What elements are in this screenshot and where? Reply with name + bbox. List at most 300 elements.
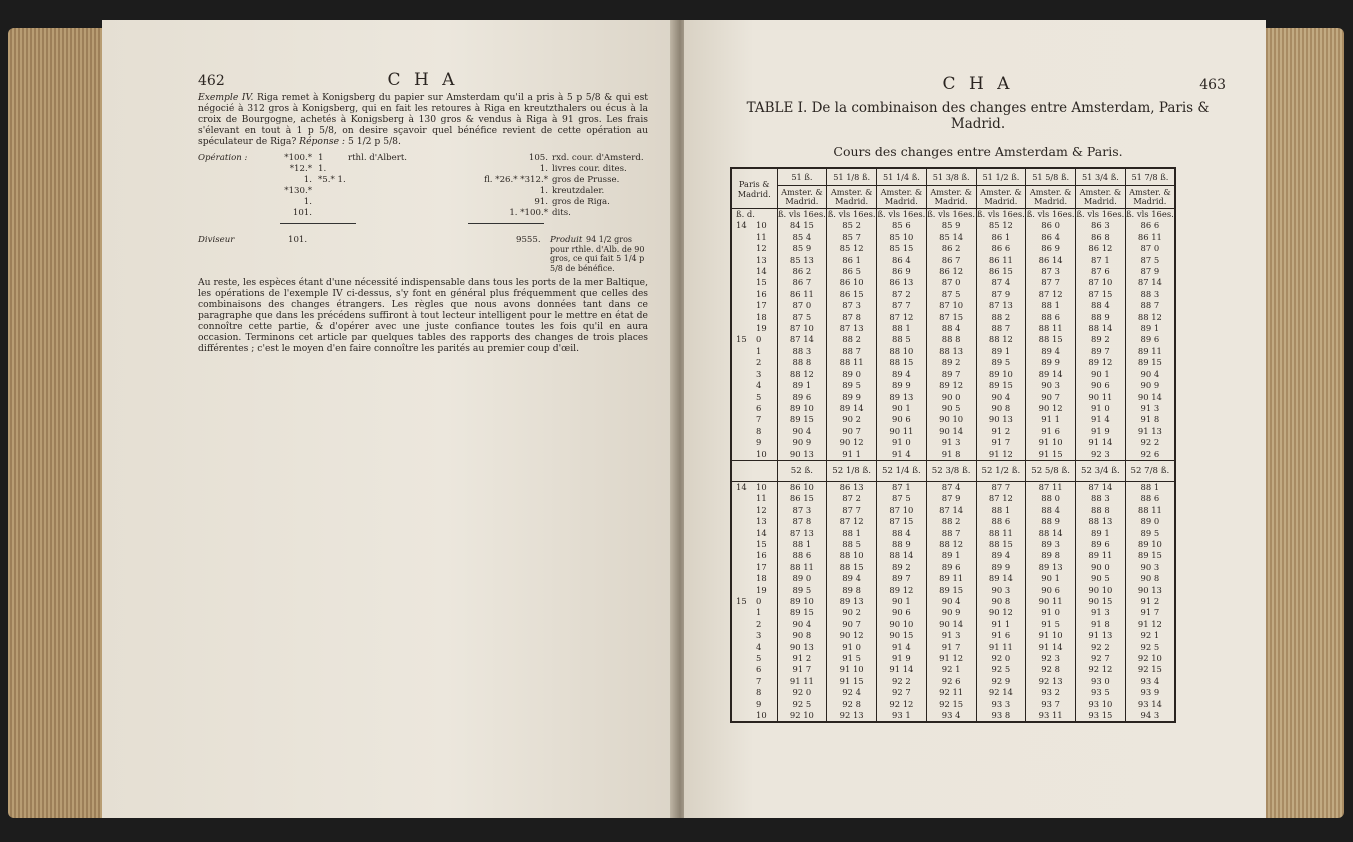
table-cell: 90 14 bbox=[926, 619, 976, 630]
table-cell: 90 3 bbox=[976, 585, 1026, 596]
table-row bbox=[731, 414, 1175, 425]
table-cell: 90 4 bbox=[976, 392, 1026, 403]
table-cell: 90 6 bbox=[877, 414, 927, 425]
table-cell: 88 7 bbox=[926, 528, 976, 539]
table-cell: 91 2 bbox=[976, 426, 1026, 437]
table-cell: 91 3 bbox=[1125, 403, 1175, 414]
table-cell: 86 4 bbox=[1026, 232, 1076, 243]
table-cell: 92 5 bbox=[976, 664, 1026, 675]
paris-madrid-rate bbox=[731, 481, 777, 493]
table-cell: 89 2 bbox=[1076, 334, 1126, 345]
table-row bbox=[731, 380, 1175, 391]
section2-header-row bbox=[731, 460, 1175, 481]
table-cell: 91 11 bbox=[976, 642, 1026, 653]
table-cell: 87 7 bbox=[1026, 277, 1076, 288]
table-cell: 89 11 bbox=[1125, 346, 1175, 357]
table-cell: 91 5 bbox=[1026, 619, 1076, 630]
table-cell: 87 7 bbox=[877, 300, 927, 311]
table-cell: 87 15 bbox=[926, 312, 976, 323]
table-cell: 90 9 bbox=[1125, 380, 1175, 391]
table-cell: 88 14 bbox=[877, 550, 927, 561]
table-cell: 92 6 bbox=[926, 676, 976, 687]
table-cell: 88 13 bbox=[926, 346, 976, 357]
ducat-deniers: 13 bbox=[756, 516, 767, 527]
rule-left bbox=[280, 223, 356, 224]
table-cell: 87 9 bbox=[1125, 266, 1175, 277]
ducat-deniers: 1 bbox=[756, 607, 762, 618]
col-sub-header: Amster. & Madrid. bbox=[1076, 186, 1126, 209]
ducat-deniers: 4 bbox=[756, 380, 762, 391]
table-cell: 93 15 bbox=[1076, 710, 1126, 722]
table-cell: 88 8 bbox=[926, 334, 976, 345]
ducat-deniers: 11 bbox=[756, 493, 767, 504]
table-cell: 85 4 bbox=[777, 232, 827, 243]
table-cell: 88 11 bbox=[777, 562, 827, 573]
ducat-deniers: 2 bbox=[756, 618, 762, 629]
table-row bbox=[731, 710, 1175, 722]
ducat-deniers: 19 bbox=[756, 323, 767, 334]
table-cell: 89 10 bbox=[976, 369, 1026, 380]
table-cell: 89 5 bbox=[777, 585, 827, 596]
table-row bbox=[731, 699, 1175, 710]
ducat-deniers: 15 bbox=[756, 538, 767, 549]
table-cell: 87 0 bbox=[926, 277, 976, 288]
table-cell: 89 12 bbox=[926, 380, 976, 391]
paris-madrid-rate bbox=[731, 710, 777, 722]
table-cell: 89 15 bbox=[1125, 357, 1175, 368]
table-cell: 91 15 bbox=[1026, 449, 1076, 461]
table-cell: 88 8 bbox=[777, 357, 827, 368]
table-cell: 89 4 bbox=[1026, 346, 1076, 357]
answer-label: Réponse : bbox=[299, 136, 346, 147]
table-cell: 86 9 bbox=[877, 266, 927, 277]
page-edges-right bbox=[1262, 28, 1344, 818]
table-cell: 86 8 bbox=[1076, 232, 1126, 243]
rate-header: 52 ß. bbox=[777, 460, 827, 481]
table-cell: 87 1 bbox=[877, 481, 927, 493]
table-cell: 90 11 bbox=[1026, 596, 1076, 607]
table-cell: 85 9 bbox=[777, 243, 827, 254]
table-cell: 89 8 bbox=[827, 585, 877, 596]
table-cell: 90 12 bbox=[827, 437, 877, 448]
ducat-deniers: 5 bbox=[756, 391, 762, 402]
table-cell: 89 7 bbox=[1076, 346, 1126, 357]
example-text: Riga remet à Konigsberg du papier sur Amsterdam qu'il a pris à 5 p 5/8 & qui est négocié à 312 gros à Konigsberg, qui en fait les retoures à Riga en kreutzthalers ou écus à la croix de Bourgogne, achetés à Konigsberg à 130 gros & vendus à Riga à 91 gros. Les frais s'élevant en tout à 1 p 5/8, on desire sçavoir quel bénéfice revient de cette opération au spéculateur de Riga? bbox=[198, 92, 649, 147]
paris-madrid-rate bbox=[731, 687, 777, 698]
table-cell: 86 5 bbox=[827, 266, 877, 277]
table-cell: 90 0 bbox=[1076, 562, 1126, 573]
table-cell: 86 2 bbox=[926, 243, 976, 254]
table-cell: 87 2 bbox=[827, 493, 877, 504]
table-cell: 92 12 bbox=[1076, 664, 1126, 675]
rate-header: 51 3/8 ß. bbox=[926, 168, 976, 186]
table-cell: 90 11 bbox=[877, 426, 927, 437]
divisor-row bbox=[198, 235, 648, 275]
paris-madrid-rate bbox=[731, 334, 777, 345]
table-row bbox=[731, 607, 1175, 618]
table-cell: 92 2 bbox=[1076, 642, 1126, 653]
right-page-number: 463 bbox=[1199, 77, 1226, 93]
table-cell: 88 7 bbox=[1125, 300, 1175, 311]
table-cell: 88 14 bbox=[1076, 323, 1126, 334]
paris-madrid-rate bbox=[731, 528, 777, 539]
table-cell: 89 8 bbox=[1026, 550, 1076, 561]
paris-madrid-rate bbox=[731, 346, 777, 357]
col-sub-header: Amster. & Madrid. bbox=[777, 186, 827, 209]
col-sub-header: Amster. & Madrid. bbox=[827, 186, 877, 209]
table-cell: 92 12 bbox=[877, 699, 927, 710]
table-cell: 87 10 bbox=[777, 323, 827, 334]
table-cell: 92 2 bbox=[877, 676, 927, 687]
table-cell: 93 2 bbox=[1026, 687, 1076, 698]
table-cell: 87 0 bbox=[777, 300, 827, 311]
table-cell: 90 12 bbox=[827, 630, 877, 641]
paris-madrid-rate bbox=[731, 289, 777, 300]
table-cell: 92 2 bbox=[1125, 437, 1175, 448]
table-cell: 85 6 bbox=[877, 220, 927, 231]
table-cell: 87 8 bbox=[827, 312, 877, 323]
table-row bbox=[731, 630, 1175, 641]
table-row bbox=[731, 516, 1175, 527]
table-cell: 86 6 bbox=[1125, 220, 1175, 231]
paris-madrid-rate bbox=[731, 653, 777, 664]
table-cell: 92 5 bbox=[1125, 642, 1175, 653]
table-cell: 89 0 bbox=[777, 573, 827, 584]
table-cell: 87 15 bbox=[1076, 289, 1126, 300]
table-cell: 91 1 bbox=[827, 449, 877, 461]
ducat-deniers: 6 bbox=[756, 402, 762, 413]
ducat-deniers: 8 bbox=[756, 687, 762, 698]
rate-header: 51 1/8 ß. bbox=[827, 168, 877, 186]
table-cell: 90 2 bbox=[827, 607, 877, 618]
table-cell: 90 13 bbox=[777, 449, 827, 461]
table-cell: 91 3 bbox=[1076, 607, 1126, 618]
paris-madrid-rate bbox=[731, 437, 777, 448]
table-cell: 88 7 bbox=[976, 323, 1026, 334]
table-row bbox=[731, 596, 1175, 607]
table-cell: 88 8 bbox=[1076, 505, 1126, 516]
ducat-deniers: 5 bbox=[756, 653, 762, 664]
table-cell: 91 12 bbox=[1125, 619, 1175, 630]
right-page bbox=[684, 20, 1266, 818]
table-cell: 90 6 bbox=[1026, 585, 1076, 596]
operation-block bbox=[198, 153, 648, 235]
paris-madrid-rate bbox=[731, 232, 777, 243]
table-cell: 90 8 bbox=[777, 630, 827, 641]
table-cell: 88 6 bbox=[1125, 493, 1175, 504]
table-cell: 92 3 bbox=[1076, 449, 1126, 461]
table-cell: 86 10 bbox=[827, 277, 877, 288]
table-cell: 86 11 bbox=[976, 255, 1026, 266]
table-cell: 91 2 bbox=[777, 653, 827, 664]
table-cell: 93 9 bbox=[1125, 687, 1175, 698]
table-cell: 90 7 bbox=[827, 619, 877, 630]
table-cell: 86 12 bbox=[926, 266, 976, 277]
operation-label: Opération : bbox=[198, 153, 248, 163]
table-cell: 90 13 bbox=[976, 414, 1026, 425]
table-cell: 86 11 bbox=[777, 289, 827, 300]
table-cell: 91 4 bbox=[877, 642, 927, 653]
header-row-rates bbox=[731, 168, 1175, 186]
table-cell: 86 15 bbox=[827, 289, 877, 300]
table-cell: 91 6 bbox=[1026, 426, 1076, 437]
table-cell: 91 13 bbox=[1125, 426, 1175, 437]
paris-madrid-rate bbox=[731, 357, 777, 368]
unit-cell: ß. vls 16es. bbox=[976, 209, 1025, 219]
operation-col-1: *100.* *12.* 1. *130.* 1. 101. bbox=[284, 153, 312, 218]
table-cell: 92 0 bbox=[976, 653, 1026, 664]
table-row bbox=[731, 642, 1175, 653]
ducat-deniers: 1 bbox=[756, 345, 762, 356]
table-row bbox=[731, 300, 1175, 311]
paris-madrid-rate bbox=[731, 573, 777, 584]
table-cell: 93 5 bbox=[1076, 687, 1126, 698]
table-cell: 88 2 bbox=[976, 312, 1026, 323]
table-cell: 91 5 bbox=[827, 653, 877, 664]
table-cell: 89 14 bbox=[827, 403, 877, 414]
table-cell: 90 5 bbox=[1076, 573, 1126, 584]
table-cell: 89 5 bbox=[976, 357, 1026, 368]
table-cell: 87 10 bbox=[926, 300, 976, 311]
table-cell: 88 11 bbox=[976, 528, 1026, 539]
table-cell: 93 0 bbox=[1076, 676, 1126, 687]
paris-madrid-rate bbox=[731, 630, 777, 641]
table-cell: 89 4 bbox=[877, 369, 927, 380]
table-cell: 92 14 bbox=[976, 687, 1026, 698]
unit-corner: ß. d. bbox=[736, 209, 755, 219]
table-cell: 91 10 bbox=[1026, 630, 1076, 641]
table-cell: 92 5 bbox=[777, 699, 827, 710]
table-cell: 93 11 bbox=[1026, 710, 1076, 722]
table-row bbox=[731, 266, 1175, 277]
table-cell: 90 4 bbox=[1125, 369, 1175, 380]
table-cell: 93 7 bbox=[1026, 699, 1076, 710]
paris-madrid-rate bbox=[731, 607, 777, 618]
table-row bbox=[731, 653, 1175, 664]
table-cell: 91 12 bbox=[976, 449, 1026, 461]
table-cell: 92 7 bbox=[1076, 653, 1126, 664]
table-cell: 87 13 bbox=[827, 323, 877, 334]
ducat-sous: 14 bbox=[736, 481, 747, 492]
product-value: 94 1/2 gros pour rthle. d'Alb. de 90 gros, ce qui fait 5 1/4 p 5/8 de bénéfice. bbox=[550, 235, 645, 273]
table-cell: 86 0 bbox=[1026, 220, 1076, 231]
col-sub-header: Amster. & Madrid. bbox=[926, 186, 976, 209]
table-cell: 88 12 bbox=[777, 369, 827, 380]
table-cell: 89 12 bbox=[877, 585, 927, 596]
table-row bbox=[731, 437, 1175, 448]
table-cell: 88 14 bbox=[1026, 528, 1076, 539]
table-cell: 88 10 bbox=[827, 550, 877, 561]
table-cell: 87 5 bbox=[877, 493, 927, 504]
table-cell: 87 14 bbox=[777, 334, 827, 345]
table-cell: 90 3 bbox=[1125, 562, 1175, 573]
table-row bbox=[731, 449, 1175, 461]
table-cell: 90 10 bbox=[926, 414, 976, 425]
closing-paragraph: Au reste, les espèces étant d'une nécessité indispensable dans tous les ports de la mer Baltique, les opérations de l'exemple IV ci-dessus, s'y font en général plus fréquemment que celles des combinaisons des changes étrangers. Les règles que nous avons données tant dans ce paragraphe que dans les précédens suffiront à tout lecteur intelligent pour le mettre en état de connoître cette partie, & d'opérer avec une juste confiance toutes les fois qu'il en aura occasion. Terminons cet article par quelques tables des rapports des changes de trois places différentes ; c'est le moyen d'en faire connoître les parités au premier coup d'œil. bbox=[198, 277, 648, 354]
table-cell: 87 8 bbox=[777, 516, 827, 527]
ducat-deniers: 9 bbox=[756, 437, 762, 448]
table-cell: 91 13 bbox=[1076, 630, 1126, 641]
table-cell: 92 11 bbox=[926, 687, 976, 698]
table-cell: 88 9 bbox=[1076, 312, 1126, 323]
rate-header: 51 7/8 ß. bbox=[1125, 168, 1175, 186]
table-cell: 86 4 bbox=[877, 255, 927, 266]
table-cell: 91 0 bbox=[877, 437, 927, 448]
table-cell: 88 11 bbox=[1026, 323, 1076, 334]
operation-col-4: 105. 1. fl. *26.* *312.* 1. 91. 1. *100.* bbox=[484, 153, 548, 218]
table-cell: 86 6 bbox=[976, 243, 1026, 254]
table-cell: 89 15 bbox=[777, 607, 827, 618]
paris-madrid-rate bbox=[731, 392, 777, 403]
rate-header: 52 1/4 ß. bbox=[877, 460, 927, 481]
table-cell: 90 8 bbox=[1125, 573, 1175, 584]
paris-madrid-rate bbox=[731, 426, 777, 437]
ducat-deniers: 6 bbox=[756, 664, 762, 675]
table-row bbox=[731, 426, 1175, 437]
table-cell: 92 10 bbox=[1125, 653, 1175, 664]
table-cell: 86 1 bbox=[976, 232, 1026, 243]
table-cell: 92 8 bbox=[827, 699, 877, 710]
table-cell: 89 15 bbox=[777, 414, 827, 425]
table-cell: 92 0 bbox=[777, 687, 827, 698]
table-cell: 86 14 bbox=[1026, 255, 1076, 266]
table-cell: 85 7 bbox=[827, 232, 877, 243]
table-cell: 87 13 bbox=[777, 528, 827, 539]
table-cell: 88 10 bbox=[877, 346, 927, 357]
ducat-deniers: 16 bbox=[756, 288, 767, 299]
ducat-deniers: 13 bbox=[756, 254, 767, 265]
table-cell: 89 4 bbox=[827, 573, 877, 584]
table-cell: 88 6 bbox=[1026, 312, 1076, 323]
ducat-deniers: 0 bbox=[756, 334, 762, 345]
table-cell: 92 6 bbox=[1125, 449, 1175, 461]
ducat-deniers: 15 bbox=[756, 277, 767, 288]
table-cell: 91 14 bbox=[1076, 437, 1126, 448]
table-cell: 90 0 bbox=[926, 392, 976, 403]
table-cell: 87 3 bbox=[1026, 266, 1076, 277]
table-cell: 87 2 bbox=[877, 289, 927, 300]
rate-header: 52 1/2 ß. bbox=[976, 460, 1026, 481]
table-cell: 92 4 bbox=[827, 687, 877, 698]
table-cell: 87 12 bbox=[877, 312, 927, 323]
ducat-deniers: 4 bbox=[756, 641, 762, 652]
table-cell: 89 12 bbox=[1076, 357, 1126, 368]
table-cell: 90 12 bbox=[976, 607, 1026, 618]
ducat-deniers: 9 bbox=[756, 698, 762, 709]
table-cell: 87 10 bbox=[1076, 277, 1126, 288]
table-cell: 93 1 bbox=[877, 710, 927, 722]
table-row bbox=[731, 392, 1175, 403]
table-cell: 87 3 bbox=[777, 505, 827, 516]
table-title: TABLE I. De la combinaison des changes entre Amsterdam, Paris & Madrid. bbox=[746, 100, 1210, 132]
table-cell: 90 8 bbox=[976, 403, 1026, 414]
table-cell: 89 7 bbox=[926, 369, 976, 380]
ducat-deniers: 14 bbox=[756, 527, 767, 538]
table-cell: 93 3 bbox=[976, 699, 1026, 710]
ducat-deniers: 10 bbox=[756, 481, 767, 492]
answer-value: 5 1/2 p 5/8. bbox=[347, 136, 401, 147]
rate-header: 52 5/8 ß. bbox=[1026, 460, 1076, 481]
table-cell: 88 11 bbox=[827, 357, 877, 368]
table-cell: 90 10 bbox=[1076, 585, 1126, 596]
paris-madrid-rate bbox=[731, 403, 777, 414]
table-cell: 87 9 bbox=[926, 493, 976, 504]
table-row bbox=[731, 243, 1175, 254]
table-cell: 90 5 bbox=[926, 403, 976, 414]
ducat-sous: 15 bbox=[736, 334, 747, 345]
table-cell: 93 8 bbox=[976, 710, 1026, 722]
unit-cell: ß. vls 16es. bbox=[777, 209, 826, 219]
table-cell: 91 14 bbox=[1026, 642, 1076, 653]
table-cell: 85 12 bbox=[827, 243, 877, 254]
operation-col-5: rxd. cour. d'Amsterd. livres cour. dites. gros de Prusse. kreutzdaler. gros de Riga. dits. bbox=[552, 153, 644, 218]
table-cell: 91 15 bbox=[827, 676, 877, 687]
table-cell: 88 12 bbox=[1125, 312, 1175, 323]
table-cell: 85 14 bbox=[926, 232, 976, 243]
table-cell: 86 11 bbox=[1125, 232, 1175, 243]
table-cell: 88 2 bbox=[926, 516, 976, 527]
ducat-deniers: 3 bbox=[756, 630, 762, 641]
table-cell: 88 7 bbox=[827, 346, 877, 357]
table-cell: 89 5 bbox=[827, 380, 877, 391]
ducat-deniers: 10 bbox=[756, 448, 767, 459]
table-cell: 88 3 bbox=[1076, 493, 1126, 504]
paris-madrid-rate bbox=[731, 516, 777, 527]
table-cell: 89 10 bbox=[777, 403, 827, 414]
table-cell: 91 7 bbox=[976, 437, 1026, 448]
table-cell: 93 4 bbox=[926, 710, 976, 722]
table-row bbox=[731, 346, 1175, 357]
table-cell: 90 7 bbox=[827, 426, 877, 437]
table-cell: 89 13 bbox=[827, 596, 877, 607]
table-cell: 90 7 bbox=[1026, 392, 1076, 403]
table-cell: 86 13 bbox=[877, 277, 927, 288]
table-cell: 91 12 bbox=[926, 653, 976, 664]
table-cell: 90 1 bbox=[1026, 573, 1076, 584]
table-cell: 88 2 bbox=[827, 334, 877, 345]
table-cell: 88 6 bbox=[976, 516, 1026, 527]
table-cell: 88 0 bbox=[1026, 493, 1076, 504]
ducat-deniers: 18 bbox=[756, 573, 767, 584]
table-cell: 86 7 bbox=[777, 277, 827, 288]
table-cell: 87 7 bbox=[827, 505, 877, 516]
example-label: Exemple IV. bbox=[198, 92, 254, 103]
table-cell: 89 10 bbox=[1125, 539, 1175, 550]
table-cell: 86 3 bbox=[1076, 220, 1126, 231]
left-page-number: 462 bbox=[198, 73, 225, 89]
table-cell: 89 3 bbox=[1026, 539, 1076, 550]
table-row bbox=[731, 619, 1175, 630]
table-cell: 89 4 bbox=[976, 550, 1026, 561]
divisor-value: 101. bbox=[288, 235, 308, 245]
ducat-deniers: 10 bbox=[756, 220, 767, 231]
table-cell: 88 15 bbox=[1026, 334, 1076, 345]
table-cell: 89 6 bbox=[1076, 539, 1126, 550]
table-cell: 90 4 bbox=[777, 426, 827, 437]
rate-header: 52 3/4 ß. bbox=[1076, 460, 1126, 481]
table-cell: 89 11 bbox=[926, 573, 976, 584]
table-cell: 88 1 bbox=[1026, 300, 1076, 311]
unit-cell: ß. vls 16es. bbox=[927, 209, 976, 219]
table-cell: 91 10 bbox=[1026, 437, 1076, 448]
rate-header: 52 7/8 ß. bbox=[1125, 460, 1175, 481]
ducat-deniers: 2 bbox=[756, 357, 762, 368]
ducat-deniers: 3 bbox=[756, 368, 762, 379]
table-cell: 91 0 bbox=[1076, 403, 1126, 414]
table-cell: 88 11 bbox=[1125, 505, 1175, 516]
table-cell: 90 13 bbox=[777, 642, 827, 653]
table-row bbox=[731, 528, 1175, 539]
